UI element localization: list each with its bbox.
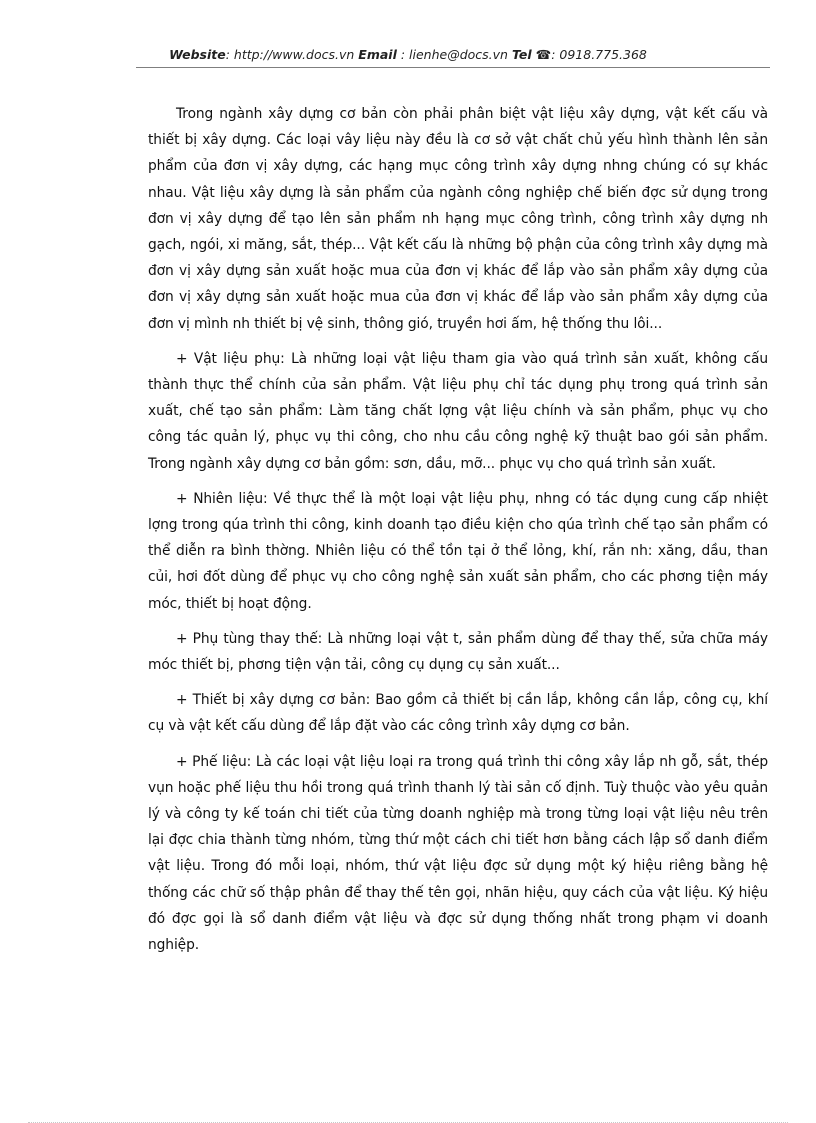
paragraph-fuel: + Nhiên liệu: Về thực thể là một loại vật liệu phụ, nhng có tác dụng cung cấp nhiệt lợng trong qúa trình thi công, kinh doanh tạo điều kiện cho qúa trình chế tạo sản phẩm có thể diễn ra bình thờng. Nhiên liệu có thể tồn tại ở thể lỏng, khí, rắn nh: xăng, dầu, than củi, hơi đốt dùng để phục vụ cho công nghệ sản xuất sản phẩm, cho các phơng tiện máy móc, thiết bị hoạt động. [148, 490, 768, 612]
email-address[interactable]: lienhe@docs.vn [409, 47, 508, 62]
page-header [0, 47, 816, 62]
paragraph-auxiliary-materials: + Vật liệu phụ: Là những loại vật liệu tham gia vào quá trình sản xuất, không cấu thành thực thể chính của sản phẩm. Vật liệu phụ chỉ tác dụng phụ trong quá trình sản xuất, chế tạo sản phẩm: Làm tăng chất lợng vật liệu chính và sản phẩm, phục vụ cho công tác quản lý, phục vụ thi công, cho nhu cầu công nghệ kỹ thuật bao gói sản phẩm. Trong ngành xây dựng cơ bản gồm: sơn, dầu, mỡ... phục vụ cho quá trình sản xuất. [148, 350, 768, 472]
telephone-icon: ☎ [535, 47, 552, 62]
email-label: Email [358, 47, 397, 62]
tel-number: 0918.775.368 [559, 47, 647, 62]
paragraph-spare-parts: + Phụ tùng thay thế: Là những loại vật t, sản phẩm dùng để thay thế, sửa chữa máy móc thiết bị, phơng tiện vận tải, công cụ dụng cụ sản xuất... [148, 630, 768, 674]
header-divider [136, 67, 770, 68]
website-label: Website [169, 47, 226, 62]
document-body [148, 101, 768, 967]
paragraph-construction-equipment: + Thiết bị xây dựng cơ bản: Bao gồm cả thiết bị cần lắp, không cần lắp, công cụ, khí cụ và vật kết cấu dùng để lắp đặt vào các công trình xây dựng cơ bản. [148, 692, 768, 735]
email-separator: : [396, 47, 410, 62]
website-url[interactable]: http://www.docs.vn [233, 47, 355, 62]
website-separator: : [225, 47, 234, 62]
tel-separator: : [551, 47, 560, 62]
tel-label: Tel [511, 47, 532, 62]
paragraph-scrap: + Phế liệu: Là các loại vật liệu loại ra trong quá trình thi công xây lắp nh gỗ, sắt, thép vụn hoặc phế liệu thu hồi trong quá trình thanh lý tài sản cố định. Tuỳ thuộc vào yêu quản lý và công ty kế toán chi tiết của từng doanh nghiệp mà trong từng loại vật liệu nêu trên lại đợc chia thành từng nhóm, từng thứ một cách chi tiết hơn bằng cách lập sổ danh điểm vật liệu. Trong đó mỗi loại, nhóm, thứ vật liệu đợc sử dụng một ký hiệu riêng bằng hệ thống các chữ số thập phân để thay thế tên gọi, nhãn hiệu, quy cách của vật liệu. Ký hiệu đó đợc gọi là sổ danh điểm vật liệu và đợc sử dụng thống nhất trong phạm vi doanh nghiệp. [148, 753, 768, 954]
paragraph-intro: Trong ngành xây dựng cơ bản còn phải phân biệt vật liệu xây dựng, vật kết cấu và thiết bị xây dựng. Các loại vây liệu này đều là cơ sở vật chất chủ yếu hình thành lên sản phẩm của đơn vị xây dựng, các hạng mục công trình xây dựng nhng chúng có sự khác nhau. Vật liệu xây dựng là sản phẩm của ngành công nghiệp chế biến đợc sử dụng trong đơn vị xây dựng để tạo lên sản phẩm nh hạng mục công trình, công trình xây dựng nh gạch, ngói, xi măng, sắt, thép... Vật kết cấu là những bộ phận của công trình xây dựng mà đơn vị xây dựng sản xuất hoặc mua của đơn vị khác để lắp vào sản phẩm xây dựng của đơn vị xây dựng sản xuất hoặc mua của đơn vị khác để lắp vào sản phẩm xây dựng của đơn vị mình nh thiết bị vệ sinh, thông gió, truyền hơi ấm, hệ thống thu lôi... [148, 106, 768, 332]
